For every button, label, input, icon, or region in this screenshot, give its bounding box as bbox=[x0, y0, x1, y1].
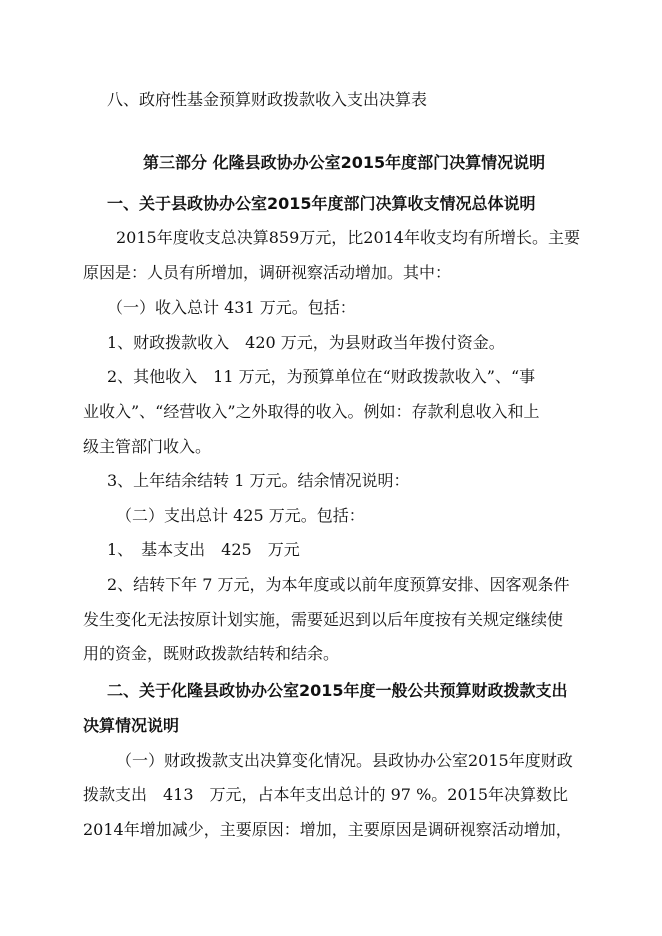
section2-heading-continued: 决算情况说明 bbox=[83, 716, 180, 735]
income-item-continued: 业收入”、“经营收入”之外取得的收入。例如：存款利息收入和上 bbox=[83, 402, 540, 421]
income-item-continued: 级主管部门收入。 bbox=[83, 437, 212, 456]
section1-paragraph-line: 原因是：人员有所增加，调研视察活动增加。其中： bbox=[83, 263, 452, 282]
income-item: 1、财政拨款收入 420 万元，为县财政当年拨付资金。 bbox=[107, 333, 505, 352]
expense-item: 2、结转下年 7 万元，为本年度或以前年度预算安排、因客观条件 bbox=[107, 575, 570, 594]
part-title: 第三部分 化隆县政协办公室2015年度部门决算情况说明 bbox=[143, 153, 546, 172]
section2-paragraph-line: （一）财政拨款支出决算变化情况。县政协办公室2015年度财政 bbox=[116, 751, 573, 770]
income-item: 3、上年结余结转 1 万元。结余情况说明： bbox=[107, 471, 410, 490]
income-item: 2、其他收入 11 万元，为预算单位在“财政拨款收入”、“事 bbox=[107, 367, 536, 386]
section2-paragraph-line: 2014年增加减少，主要原因：增加，主要原因是调研视察活动增加， bbox=[83, 820, 572, 839]
section1-heading: 一、关于县政协办公室2015年度部门决算收支情况总体说明 bbox=[107, 194, 536, 213]
toc-item: 八、政府性基金预算财政拨款收入支出决算表 bbox=[107, 90, 428, 109]
income-total: （一）收入总计 431 万元。包括： bbox=[107, 298, 356, 317]
expense-item-continued: 发生变化无法按原计划实施，需要延迟到以后年度按有关规定继续使 bbox=[83, 610, 564, 629]
section2-heading: 二、关于化隆县政协办公室2015年度一般公共预算财政拨款支出 bbox=[107, 681, 568, 700]
expense-item-continued: 用的资金，既财政拨款结转和结余。 bbox=[83, 644, 340, 663]
section2-paragraph-line: 拨款支出 413 万元，占本年支出总计的 97 %。2015年决算数比 bbox=[83, 785, 568, 804]
expense-item: 1、 基本支出 425 万元 bbox=[107, 540, 300, 559]
expense-total: （二）支出总计 425 万元。包括： bbox=[116, 506, 365, 525]
section1-paragraph-line: 2015年度收支总决算859万元，比2014年收支均有所增长。主要 bbox=[116, 228, 580, 247]
